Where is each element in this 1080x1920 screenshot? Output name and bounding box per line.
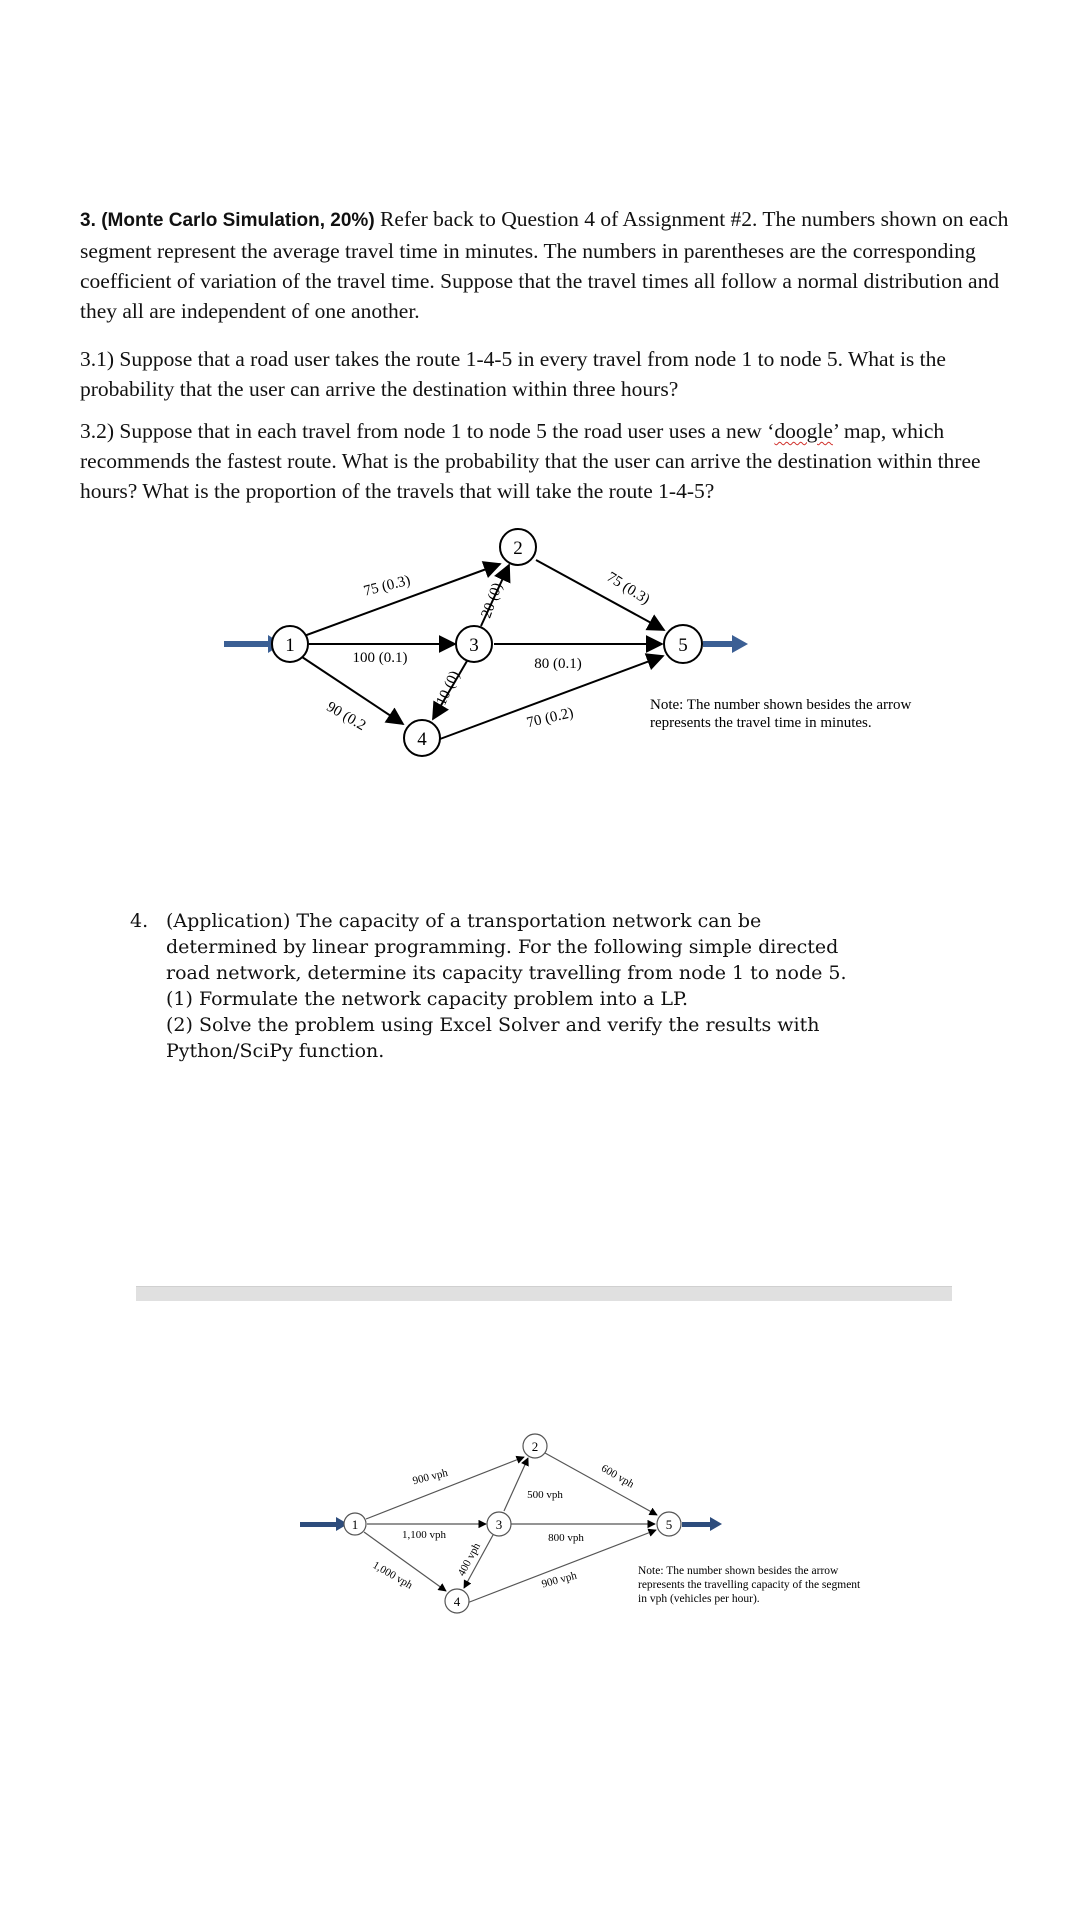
network1-node-3: [456, 626, 492, 662]
network2-note-line-3: in vph (vehicles per hour).: [638, 1593, 760, 1605]
svg-text:3: 3: [495, 1517, 503, 1532]
network1-label-1-4: 90 (0.2: [323, 698, 369, 735]
network2-edge-2-5: [545, 1453, 657, 1515]
network1-outflow-arrow: [703, 635, 748, 653]
q4-line-3: road network, determine its capacity travelling from node 1 to node 5.: [166, 962, 847, 984]
svg-text:4: 4: [453, 1594, 461, 1609]
network2-inflow-arrow: [300, 1517, 348, 1531]
svg-text:5: 5: [665, 1517, 673, 1532]
svg-text:2: 2: [513, 538, 523, 559]
network2-edge-3-2: [504, 1458, 528, 1511]
q3-2-text-start: 3.2) Suppose that in each travel from node 1 to node 5 the road user uses a new ‘: [80, 419, 775, 443]
network1-node-2: [500, 529, 536, 565]
network1-label-1-2: 75 (0.3): [362, 572, 413, 600]
network1-note-line-2: represents the travel time in minutes.: [650, 715, 872, 731]
network2-outflow-arrow: [682, 1517, 722, 1531]
spellcheck-flagged-word[interactable]: doogle: [774, 419, 833, 443]
network1-label-3-5: 80 (0.1): [534, 656, 582, 672]
network1-label-3-4: 10 (0): [433, 668, 464, 709]
question-4: [130, 908, 956, 1064]
network2-node-5: [657, 1512, 681, 1536]
network2-label-1-2: 900 vph: [411, 1466, 450, 1488]
network2-node-4: [445, 1589, 469, 1613]
network2-node-3: [487, 1512, 511, 1536]
network2-label-3-4: 400 vph: [455, 1540, 484, 1579]
svg-text:1: 1: [285, 635, 295, 656]
network2-label-3-5: 800 vph: [548, 1532, 584, 1544]
network1-label-2-5: 75 (0.3): [603, 569, 653, 608]
network1-label-1-3: 100 (0.1): [352, 650, 408, 666]
network2-note-line-2: represents the travelling capacity of the segment: [638, 1579, 861, 1591]
network2-label-3-2: 500 vph: [527, 1489, 563, 1501]
q3-2-text-end: ’ map, which recommends the fastest route. What is the probability that the user can arrive the destination within three hours? What is the proportion of the travels that will take the route 1-4-5?: [80, 419, 981, 503]
svg-text:3: 3: [469, 635, 479, 656]
network1-label-4-5: 70 (0.2): [525, 704, 576, 732]
q4-line-1: (Application) The capacity of a transportation network can be: [166, 910, 762, 932]
q3-intro-text: Refer back to Question 4 of Assignment #2. The numbers shown on each segment represent the average travel time in minutes. The numbers in parentheses are the corresponding coefficient of variation of the travel time. Suppose that the travel times all follow a normal distribution and they all are independent of one another.: [80, 207, 1009, 323]
network2-label-4-5: 900 vph: [540, 1569, 579, 1591]
q4-number: 4.: [130, 910, 149, 932]
q4-line-6: Python/SciPy function.: [166, 1040, 385, 1062]
svg-text:4: 4: [417, 729, 427, 750]
network1-node-1: [272, 626, 308, 662]
network1-node-5: [664, 625, 702, 663]
network1-node-4: [404, 720, 440, 756]
q3-heading: (Monte Carlo Simulation, 20%): [101, 210, 375, 231]
network2-node-2: [523, 1434, 547, 1458]
network1-label-3-2: 20 (0): [478, 580, 506, 621]
q4-line-4: (1) Formulate the network capacity problem into a LP.: [166, 988, 688, 1010]
q3-number: 3.: [80, 210, 96, 231]
q3-1-paragraph: 3.1) Suppose that a road user takes the route 1-4-5 in every travel from node 1 to node 5. What is the probability that the user can arrive the destination within three hours?: [80, 347, 946, 401]
section-divider-bar: [136, 1286, 952, 1301]
svg-text:2: 2: [531, 1439, 539, 1454]
network2-label-2-5: 600 vph: [599, 1462, 636, 1491]
svg-text:1: 1: [351, 1517, 359, 1532]
network2-note-line-1: Note: The number shown besides the arrow: [638, 1565, 839, 1577]
q4-line-5: (2) Solve the problem using Excel Solver and verify the results with: [166, 1014, 820, 1036]
network2-label-1-4: 1,000 vph: [370, 1559, 415, 1592]
network2-label-1-3: 1,100 vph: [402, 1529, 446, 1541]
q4-line-2: determined by linear programming. For the following simple directed: [166, 936, 839, 958]
network2-node-1: [344, 1513, 366, 1535]
svg-text:5: 5: [678, 635, 688, 656]
network1-note-line-1: Note: The number shown besides the arrow: [650, 697, 912, 713]
